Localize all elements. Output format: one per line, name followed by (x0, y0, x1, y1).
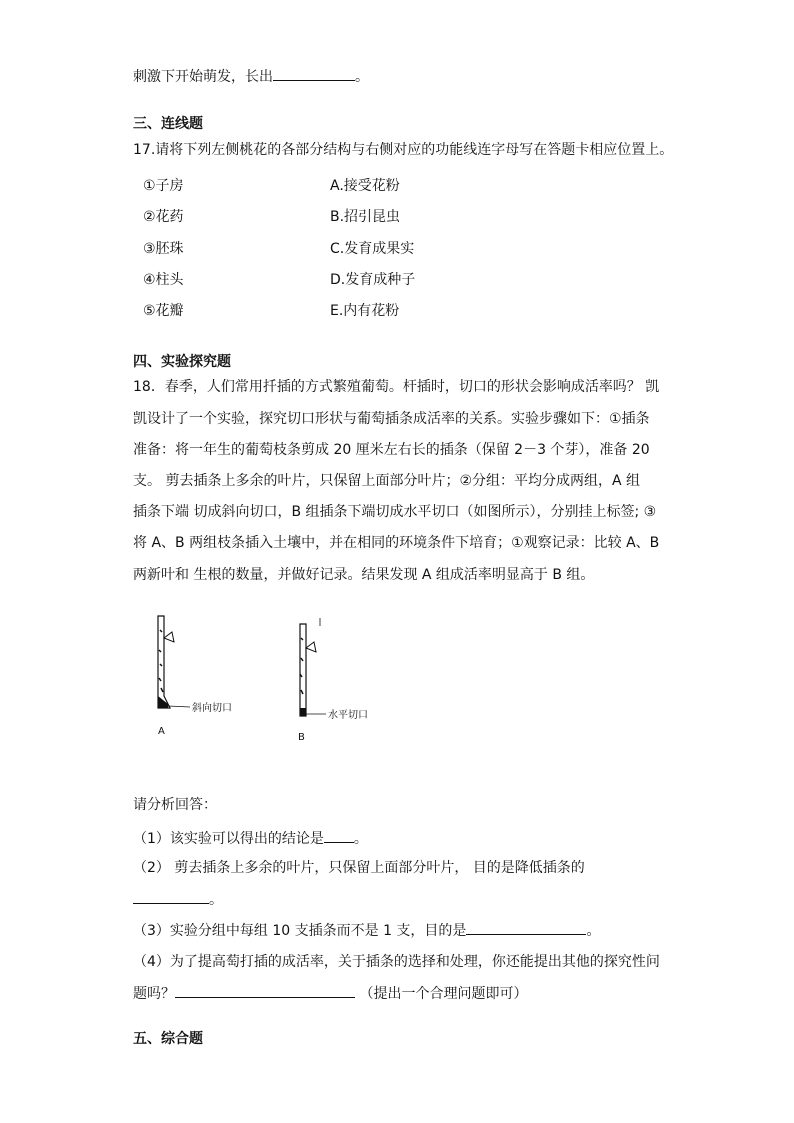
right-item-d: D.发育成种子 (330, 272, 416, 288)
stem-b (300, 618, 326, 716)
right-item-c: C.发育成果实 (330, 241, 415, 257)
cut-b-label: 水平切口 (328, 710, 368, 721)
q18-line-6: 将 A、B 两组枝条插入土壤中，并在相同的环境条件下培育；①观察记录：比较 A、B (133, 535, 660, 551)
sub4-blank[interactable] (175, 983, 355, 998)
figure-label-b: B (298, 732, 305, 743)
answer-blank[interactable] (273, 66, 355, 81)
left-item-2: ②花药 (143, 209, 184, 225)
cut-a-label: 斜向切口 (192, 703, 232, 714)
left-item-5: ⑤花瓣 (143, 303, 184, 319)
sub1-end: 。 (353, 831, 368, 847)
right-item-e: E.内有花粉 (330, 303, 400, 319)
figure-label-a: A (158, 726, 165, 737)
cutting-figure (140, 608, 400, 748)
sub3-end: 。 (586, 923, 601, 939)
q18-line-5: 插条下端 切成斜向切口，B 组插条下端切成水平切口（如图所示），分别挂上标签; ③ (133, 504, 657, 520)
sub-question-3 (133, 920, 600, 941)
sub2-end: 。 (209, 892, 223, 908)
sub-question-2-answer (133, 889, 223, 910)
sub4-text: 题吗？ (133, 986, 175, 1002)
left-item-3: ③胚珠 (143, 241, 184, 257)
right-item-b: B.招引昆虫 (330, 209, 401, 225)
q18-line-2: 凯设计了一个实验，探究切口形状与葡萄插条成活率的关系。实验步骤如下：①插条 (133, 411, 650, 427)
question-17: 17.请将下列左侧桃花的各部分结构与右侧对应的功能线连字母写在答题卡相应位置上。 (133, 142, 674, 158)
sub-question-2: （2） 剪去插条上多余的叶片，只保留上面部分叶片， 目的是降低插条的 (133, 860, 585, 876)
section-5-title: 五、综合题 (133, 1031, 203, 1047)
sub-question-4-line-1: （4）为了提高萄打插的成活率，关于插条的选择和处理，你还能提出其他的探究性问 (133, 954, 660, 970)
continuation-line (133, 66, 369, 87)
q18-line-1: 18．春季，人们常用扦插的方式繁殖葡萄。杆插时，切口的形状会影响成活率吗？ 凯 (133, 379, 660, 395)
q18-line-7: 两新叶和 生根的数量，并做好记录。结果发现 A 组成活率明显高于 B 组。 (133, 567, 595, 583)
right-item-a: A.接受花粉 (330, 178, 400, 194)
sub1-blank[interactable] (324, 828, 354, 843)
sub1-text: （1）该实验可以得出的结论是 (133, 831, 324, 847)
sub4-hint: （提出一个合理问题即可） (355, 986, 528, 1002)
left-item-1: ①子房 (143, 178, 184, 194)
sub2-blank[interactable] (133, 889, 209, 904)
analysis-prompt: 请分析回答： (133, 797, 217, 813)
sub3-blank[interactable] (466, 920, 586, 935)
sub-question-1 (133, 828, 368, 849)
sub3-text: （3）实验分组中每组 10 支插条而不是 1 支，目的是 (133, 923, 467, 939)
section-4-title: 四、实验探究题 (133, 354, 231, 370)
section-3-title: 三、连线题 (133, 116, 203, 132)
sub-question-4-line-2 (133, 983, 527, 1004)
q18-line-3: 准备：将一年生的葡萄枝条剪成 20 厘米左右长的插条（保留 2－3 个芽），准备 20 (133, 442, 650, 458)
q18-line-4: 支。 剪去插条上多余的叶片，只保留上面部分叶片；②分组：平均分成两组，A 组 (133, 473, 641, 489)
stem-a (158, 616, 190, 708)
continuation-text: 刺激下开始萌发，长出 (133, 69, 273, 85)
period: 。 (355, 69, 369, 85)
left-item-4: ④柱头 (143, 272, 184, 288)
